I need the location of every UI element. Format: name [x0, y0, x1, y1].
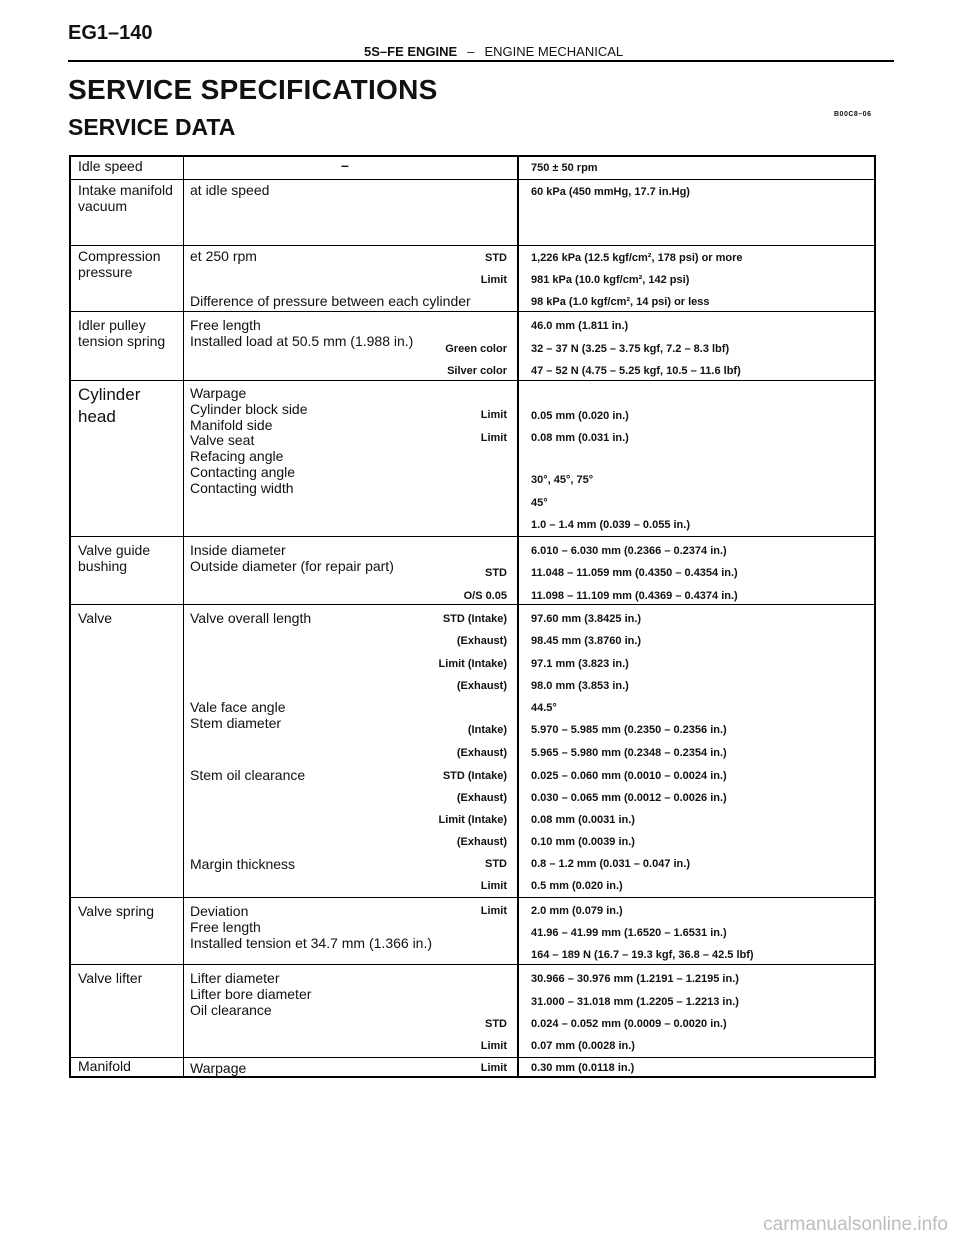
limit-label: STD (Intake) [442, 770, 507, 782]
spec-value: 0.30 mm (0.0118 in.) [531, 1062, 635, 1074]
item-label: Valve [78, 610, 112, 626]
spec-value: 30°, 45°, 75° [531, 474, 594, 486]
limit-label: Silver color [447, 365, 507, 377]
condition-text: Free length [190, 317, 261, 333]
spec-value: 6.010 – 6.030 mm (0.2366 – 0.2374 in.) [531, 545, 727, 557]
section-name: 5S–FE ENGINE [364, 44, 458, 59]
condition-text: Free length [190, 919, 261, 935]
spec-value: 0.5 mm (0.020 in.) [531, 880, 623, 892]
limit-label: Limit [480, 905, 507, 917]
limit-label: (Intake) [467, 724, 507, 736]
limit-label: O/S 0.05 [463, 590, 507, 602]
spec-value: 60 kPa (450 mmHg, 17.7 in.Hg) [531, 186, 690, 198]
spec-value: 46.0 mm (1.811 in.) [531, 320, 629, 332]
condition-text: Warpage [190, 1060, 247, 1076]
item-label: Intake manifold vacuum [78, 182, 173, 214]
table-row [71, 179, 874, 246]
condition-text: Lifter bore diameter [190, 986, 312, 1002]
spec-value: 30.966 – 30.976 mm (1.2191 – 1.2195 in.) [531, 973, 739, 985]
reference-code: B00C8–06 [834, 111, 872, 118]
limit-label: (Exhaust) [456, 792, 507, 804]
spec-value: 41.96 – 41.99 mm (1.6520 – 1.6531 in.) [531, 927, 727, 939]
limit-label: Limit [480, 1040, 507, 1052]
table-row [71, 380, 874, 537]
spec-value: 164 – 189 N (16.7 – 19.3 kgf, 36.8 – 42.5 lbf) [531, 949, 754, 961]
spec-value: 0.08 mm (0.0031 in.) [531, 814, 635, 826]
limit-label: Limit [480, 880, 507, 892]
limit-label: Limit [480, 409, 507, 421]
limit-label: STD [485, 567, 507, 579]
spec-value: 47 – 52 N (4.75 – 5.25 kgf, 10.5 – 11.6 lbf) [531, 365, 741, 377]
limit-label: Limit (Intake) [438, 658, 507, 670]
item-label: Manifold [78, 1058, 131, 1074]
table-row [71, 604, 874, 898]
item-label: Idle speed [78, 158, 143, 174]
item-label: Compression pressure [78, 248, 161, 280]
limit-label: STD [485, 858, 507, 870]
spec-value: 98.45 mm (3.8760 in.) [531, 635, 642, 647]
item-label: Idler pulley tension spring [78, 317, 166, 349]
limit-label: STD [485, 1018, 507, 1030]
condition-text: Warpage [190, 385, 247, 401]
table-row [71, 311, 874, 381]
table-row [71, 964, 874, 1058]
header-separator: – [467, 44, 475, 59]
spec-value: 98.0 mm (3.853 in.) [531, 680, 629, 692]
spec-value: 1,226 kPa (12.5 kgf/cm², 178 psi) or more [531, 252, 743, 264]
page-number: EG1–140 [68, 22, 153, 44]
table-row [71, 1057, 874, 1077]
watermark: carmanualsonline.info [763, 1214, 948, 1235]
condition-text: Refacing angle [190, 448, 284, 464]
limit-label: Green color [445, 343, 507, 355]
condition-text: Margin thickness [190, 856, 296, 872]
condition-text: Stem oil clearance [190, 767, 306, 783]
page-title: SERVICE SPECIFICATIONS [68, 74, 438, 105]
condition-text: Outside diameter (for repair part) [190, 558, 394, 574]
condition-text: Vale face angle [190, 699, 286, 715]
spec-value: 0.025 – 0.060 mm (0.0010 – 0.0024 in.) [531, 770, 727, 782]
spec-value: 5.970 – 5.985 mm (0.2350 – 0.2356 in.) [531, 724, 727, 736]
spec-value: 11.098 – 11.109 mm (0.4369 – 0.4374 in.) [531, 590, 738, 602]
condition-text: Contacting angle [190, 464, 296, 480]
condition-text: Stem diameter [190, 715, 282, 731]
spec-value: 31.000 – 31.018 mm (1.2205 – 1.2213 in.) [531, 996, 739, 1008]
condition-text: at idle speed [190, 182, 270, 198]
spec-value: 0.07 mm (0.0028 in.) [531, 1040, 635, 1052]
limit-label: (Exhaust) [456, 635, 507, 647]
limit-label: (Exhaust) [456, 747, 507, 759]
condition-text: Installed load at 50.5 mm (1.988 in.) [190, 333, 414, 349]
condition-text: et 250 rpm [190, 248, 257, 264]
condition-text: Cylinder block side [190, 401, 308, 417]
table-row [71, 897, 874, 965]
spec-value: 981 kPa (10.0 kgf/cm², 142 psi) [531, 274, 690, 286]
item-label: Valve lifter [78, 970, 143, 986]
condition-text: Valve seat [190, 432, 255, 448]
item-label: Valve spring [78, 903, 155, 919]
condition-text: Manifold side [190, 417, 273, 433]
condition-text: Contacting width [190, 480, 294, 496]
spec-value: 32 – 37 N (3.25 – 3.75 kgf, 7.2 – 8.3 lbf) [531, 343, 730, 355]
spec-value: 5.965 – 5.980 mm (0.2348 – 0.2354 in.) [531, 747, 727, 759]
spec-value: 1.0 – 1.4 mm (0.039 – 0.055 in.) [531, 519, 690, 531]
condition-text: Deviation [190, 903, 249, 919]
header-rule [68, 60, 894, 62]
item-label: Valve guide bushing [78, 542, 151, 574]
limit-label: Limit [480, 274, 507, 286]
limit-label: STD (Intake) [442, 613, 507, 625]
spec-value: 11.048 – 11.059 mm (0.4350 – 0.4354 in.) [531, 567, 738, 579]
table-row [71, 536, 874, 605]
limit-label: (Exhaust) [456, 680, 507, 692]
table-row [71, 157, 874, 179]
condition-text: Difference of pressure between each cylinder [190, 293, 471, 309]
section-title: SERVICE DATA [68, 114, 236, 140]
spec-value: 0.10 mm (0.0039 in.) [531, 836, 635, 848]
condition-text: Inside diameter [190, 542, 286, 558]
spec-value: 45° [531, 497, 548, 509]
spec-value: 2.0 mm (0.079 in.) [531, 905, 623, 917]
spec-value: 0.08 mm (0.031 in.) [531, 432, 629, 444]
limit-label: Limit [480, 1062, 507, 1074]
table-row [71, 245, 874, 312]
limit-label: (Exhaust) [456, 836, 507, 848]
spec-value: 97.60 mm (3.8425 in.) [531, 613, 642, 625]
condition-text: – [341, 157, 349, 173]
condition-text: Lifter diameter [190, 970, 280, 986]
condition-text: Valve overall length [190, 610, 312, 626]
spec-value: 0.030 – 0.065 mm (0.0012 – 0.0026 in.) [531, 792, 727, 804]
spec-value: 44.5° [531, 702, 557, 714]
condition-text: Oil clearance [190, 1002, 272, 1018]
spec-value: 97.1 mm (3.823 in.) [531, 658, 629, 670]
limit-label: Limit [480, 432, 507, 444]
condition-text: Installed tension et 34.7 mm (1.366 in.) [190, 935, 433, 951]
subsection-name: ENGINE MECHANICAL [484, 44, 624, 59]
limit-label: Limit (Intake) [438, 814, 507, 826]
limit-label: STD [485, 252, 507, 264]
running-head [364, 44, 623, 59]
item-label: Cylinder head [78, 385, 141, 426]
spec-value: 0.8 – 1.2 mm (0.031 – 0.047 in.) [531, 858, 690, 870]
service-data-table [69, 155, 876, 1078]
spec-value: 98 kPa (1.0 kgf/cm², 14 psi) or less [531, 296, 710, 308]
spec-value: 750 ± 50 rpm [531, 162, 598, 174]
spec-value: 0.05 mm (0.020 in.) [531, 410, 629, 422]
spec-value: 0.024 – 0.052 mm (0.0009 – 0.0020 in.) [531, 1018, 727, 1030]
